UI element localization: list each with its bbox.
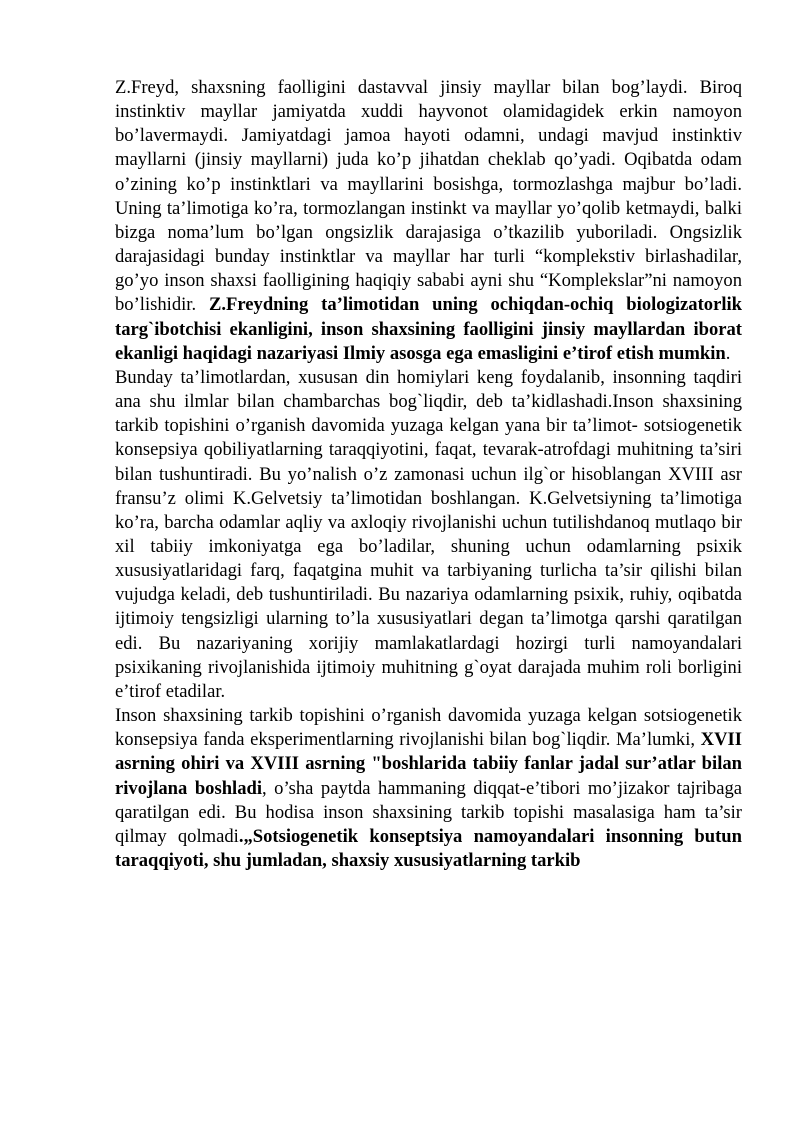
document-page: [115, 76, 742, 873]
paragraph-sociogenetic: [115, 704, 742, 873]
text-run: .: [725, 342, 731, 364]
text-run: Bunday ta’limotlardan, xususan din homiylari keng foydalanib, insonning taqdiri ana shu ilmlar bilan chambarchas bog`liqdir, deb ta’kidlashadi.Inson shaxsining tarkib topishini o’rganish davomida yuzaga kelgan yana bir ta’limot- sotsiogenetik konsepsiya qobiliyatlarning taraqqiyotini, faqat, tevarak-atrofdagi muhitning ta’siri bilan tushuntiradi. Bu yo’nalish o’z zamonasi uchun ilg`or hisoblangan XVIII asr fransu’z olimi K.Gelvetsiy ta’limotidan boshlangan. K.Gelvetsiyning ta’limotiga ko’ra, barcha odamlar aqliy va axloqiy rivojlanishi uchun tutilishdanoq mutlaqo bir xil tabiiy imkoniyatga ega bo’ladilar, shuning uchun odamlarning psixik xususiyatlaridagi farq, faqatgina muhit va tarbiyaning turlicha ta’sir qilishi bilan vujudga keladi, deb tushuntiriladi. Bu nazariya odamlarning psixik, ruhiy, oqibatda ijtimoiy tengsizligi ularning to’la xususiyatlari degan ta’limotga qarshi qaratilgan edi. Bu nazariyaning xorijiy mamlakatlardagi hozirgi turli namoyandalari psixikaning rivojlanishida ijtimoiy muhitning g`oyat darajada muhim roli borligini e’tirof etadilar.: [115, 366, 742, 702]
bold-text-run: XVII asrning ohiri va XVIII asrning "boshlarida tabiiy fanlar jadal sur’atlar bilan rivojlana boshladi: [115, 729, 742, 799]
bold-text-run: .„Sotsiogenetik konseptsiya namoyandalari insonning butun taraqqiyoti, shu jumladan, shaxsiy xususiyatlarning tarkib: [115, 825, 742, 871]
text-run: Z.Freyd, shaxsning faolligini dastavval jinsiy mayllar bilan bog’laydi. Biroq instinktiv mayllar jamiyatda xuddi hayvonot olamidagidek erkin namoyon bo’lavermaydi. Jamiyatdagi jamoa hayoti odamni, undagi mavjud instinktiv mayllarni (jinsiy mayllarni) juda ko’p jihatdan cheklab qo’yadi. Oqibatda odam o’zining ko’p instinktlari va mayllarini bosishga, tormozlashga majbur bo’ladi. Uning ta’limotiga ko’ra, tormozlangan instinkt va mayllar yo’qolib ketmaydi, balki bizga noma’lum bo’lgan ongsizlik darajasiga o’tkazilib yuboriladi. Ongsizlik darajasidagi bunday instinktlar va mayllar har turli “komplekstiv birlashadilar, go’yo inson shaxsi faolligining haqiqiy sababi ayni shu “Komplekslar”ni namoyon bo’lishidir.: [115, 77, 742, 316]
bold-text-run: Z.Freydning ta’limotidan uning ochiqdan-ochiq biologizatorlik targ`ibotchisi ekanligini, inson shaxsining faolligini jinsiy mayllardan iborat ekanligi haqidagi nazariyasi Ilmiy asosga ega emasligini e’tirof etish mumkin: [115, 294, 742, 364]
paragraph-helvetius: [115, 366, 742, 704]
text-run: , o’sha paytda hammaning diqqat-e’tibori mo’jizakor tajribaga qaratilgan edi. Bu hodisa inson shaxsining tarkib topishi masalasiga ham ta’sir qilmay qolmadi: [115, 777, 743, 847]
text-run: Inson shaxsining tarkib topishini o’rganish davomida yuzaga kelgan sotsiogenetik konsepsiya fanda eksperimentlarning rivojlanishi bilan bog`liqdir. Ma’lumki,: [115, 705, 742, 751]
paragraph-freud: [115, 76, 742, 366]
